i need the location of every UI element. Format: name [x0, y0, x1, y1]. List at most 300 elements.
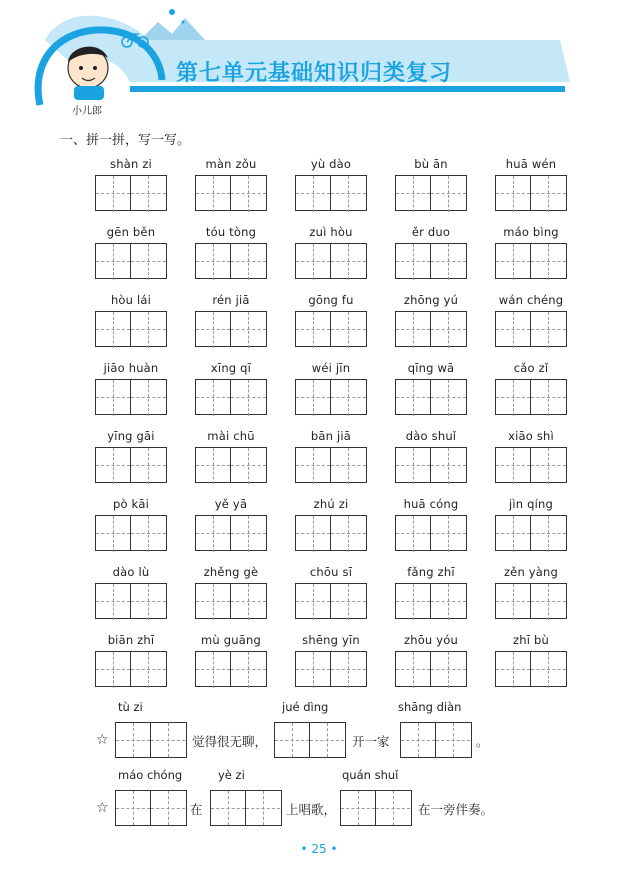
guide-line-horizontal [496, 533, 530, 534]
writing-boxes [295, 651, 367, 687]
guide-line-vertical [313, 516, 314, 552]
guide-line-horizontal [531, 465, 566, 466]
word-cell [395, 157, 467, 211]
writing-box[interactable] [531, 583, 567, 619]
writing-box[interactable] [331, 243, 367, 279]
writing-box[interactable] [531, 651, 567, 687]
pinyin-label: zhōng yú [403, 293, 459, 307]
pinyin-label: cǎo zǐ [513, 361, 549, 375]
pinyin-label: quán shuǐ [342, 768, 399, 782]
guide-line-horizontal [296, 397, 330, 398]
word-cell [395, 565, 467, 619]
pinyin-label: ěr duo [411, 225, 451, 239]
word-cell [195, 633, 267, 687]
guide-line-vertical [213, 652, 214, 688]
pinyin-label: máo bìng [503, 225, 559, 239]
pinyin-label: gōng fu [308, 293, 354, 307]
guide-line-horizontal [496, 261, 530, 262]
guide-line-vertical [513, 176, 514, 212]
writing-box[interactable] [131, 447, 167, 483]
writing-box[interactable] [331, 175, 367, 211]
pinyin-label: bān jiā [310, 429, 352, 443]
word-cell [495, 497, 567, 551]
guide-line-vertical [313, 448, 314, 484]
writing-box[interactable] [246, 790, 282, 826]
guide-line-vertical [113, 312, 114, 348]
writing-box[interactable] [131, 651, 167, 687]
writing-box[interactable] [431, 175, 467, 211]
writing-box[interactable] [495, 583, 531, 619]
writing-boxes [195, 175, 267, 211]
writing-box[interactable] [331, 311, 367, 347]
guide-line-horizontal [496, 465, 530, 466]
writing-box[interactable] [115, 722, 151, 758]
writing-boxes [195, 379, 267, 415]
guide-line-vertical [148, 380, 149, 416]
pinyin-label: chōu sī [309, 565, 353, 579]
writing-box[interactable] [431, 243, 467, 279]
pinyin-label: dào lù [112, 565, 150, 579]
writing-box[interactable] [131, 243, 167, 279]
pinyin-label: hòu lái [110, 293, 152, 307]
writing-boxes [495, 651, 567, 687]
writing-boxes [195, 583, 267, 619]
writing-box[interactable] [495, 243, 531, 279]
guide-line-horizontal [231, 193, 266, 194]
writing-box[interactable] [431, 311, 467, 347]
writing-box[interactable] [395, 175, 431, 211]
writing-box[interactable] [131, 515, 167, 551]
writing-box[interactable] [531, 379, 567, 415]
guide-line-vertical [148, 312, 149, 348]
guide-line-horizontal [401, 740, 435, 741]
word-cell [195, 429, 267, 483]
pinyin-label: zhī bù [513, 633, 549, 647]
writing-box[interactable] [131, 379, 167, 415]
word-cell [395, 429, 467, 483]
writing-box[interactable] [395, 651, 431, 687]
writing-box[interactable] [195, 175, 231, 211]
guide-line-vertical [213, 312, 214, 348]
writing-box[interactable] [195, 311, 231, 347]
guide-line-vertical [113, 244, 114, 280]
word-cell [295, 225, 367, 279]
guide-line-vertical [513, 516, 514, 552]
writing-box[interactable] [395, 311, 431, 347]
pinyin-label: gēn běn [106, 225, 156, 239]
guide-line-horizontal [231, 669, 266, 670]
writing-box[interactable] [531, 175, 567, 211]
writing-box[interactable] [436, 722, 472, 758]
guide-line-vertical [448, 312, 449, 348]
guide-line-vertical [248, 448, 249, 484]
writing-box[interactable] [395, 447, 431, 483]
pinyin-label: tóu tòng [205, 225, 257, 239]
writing-box[interactable] [376, 790, 412, 826]
guide-line-horizontal [196, 329, 230, 330]
writing-box[interactable] [331, 583, 367, 619]
word-cell [395, 633, 467, 687]
guide-line-vertical [448, 380, 449, 416]
writing-boxes [495, 311, 567, 347]
word-cell [195, 497, 267, 551]
writing-box[interactable] [295, 243, 331, 279]
writing-box[interactable] [331, 379, 367, 415]
writing-box[interactable] [495, 175, 531, 211]
guide-line-horizontal [431, 533, 466, 534]
writing-box[interactable] [295, 311, 331, 347]
guide-line-horizontal [196, 193, 230, 194]
word-cell [295, 633, 367, 687]
pinyin-label: wán chéng [498, 293, 564, 307]
guide-line-vertical [413, 448, 414, 484]
writing-box[interactable] [95, 311, 131, 347]
word-cell [395, 293, 467, 347]
word-cell [295, 361, 367, 415]
writing-box[interactable] [295, 379, 331, 415]
guide-line-vertical [548, 448, 549, 484]
guide-line-vertical [348, 176, 349, 212]
writing-box[interactable] [210, 790, 246, 826]
writing-box[interactable] [231, 651, 267, 687]
guide-line-horizontal [196, 601, 230, 602]
guide-line-horizontal [331, 261, 366, 262]
guide-line-vertical [213, 380, 214, 416]
sentence-text: 觉得很无聊， [192, 734, 268, 749]
guide-line-vertical [113, 448, 114, 484]
word-cell [95, 225, 167, 279]
guide-line-horizontal [275, 740, 309, 741]
guide-line-vertical [113, 176, 114, 212]
guide-line-vertical [548, 380, 549, 416]
guide-line-vertical [413, 312, 414, 348]
guide-line-horizontal [96, 465, 130, 466]
writing-box[interactable] [95, 447, 131, 483]
guide-line-horizontal [531, 329, 566, 330]
sentence-text: 在 [190, 802, 203, 817]
word-cell [295, 157, 367, 211]
writing-boxes [195, 243, 267, 279]
guide-line-horizontal [296, 601, 330, 602]
guide-line-vertical [248, 584, 249, 620]
guide-line-vertical [448, 244, 449, 280]
pinyin-label: zhōu yóu [403, 633, 459, 647]
guide-line-vertical [148, 448, 149, 484]
guide-line-horizontal [531, 193, 566, 194]
writing-box[interactable] [295, 583, 331, 619]
writing-box[interactable] [95, 243, 131, 279]
guide-line-horizontal [131, 601, 166, 602]
writing-box[interactable] [131, 583, 167, 619]
pinyin-label: jìn qíng [508, 497, 554, 511]
writing-box[interactable] [231, 311, 267, 347]
guide-line-horizontal [396, 465, 430, 466]
guide-line-vertical [248, 652, 249, 688]
writing-box[interactable] [531, 447, 567, 483]
writing-box[interactable] [331, 447, 367, 483]
guide-line-horizontal [296, 669, 330, 670]
word-cell [295, 429, 367, 483]
writing-boxes [395, 311, 467, 347]
writing-box[interactable] [131, 175, 167, 211]
word-cell [395, 361, 467, 415]
guide-line-horizontal [331, 329, 366, 330]
guide-line-vertical [148, 244, 149, 280]
writing-box[interactable] [231, 447, 267, 483]
guide-line-vertical [548, 244, 549, 280]
pinyin-label: qīng wā [407, 361, 455, 375]
writing-box[interactable] [95, 515, 131, 551]
guide-line-vertical [248, 244, 249, 280]
writing-box[interactable] [295, 447, 331, 483]
guide-line-horizontal [431, 465, 466, 466]
writing-box[interactable] [495, 379, 531, 415]
word-cell [495, 361, 567, 415]
guide-line-vertical [413, 380, 414, 416]
word-cell [195, 293, 267, 347]
guide-line-vertical [348, 448, 349, 484]
word-cell [395, 225, 467, 279]
guide-line-horizontal [496, 193, 530, 194]
writing-boxes [95, 447, 167, 483]
writing-box[interactable] [151, 722, 187, 758]
word-cell [295, 565, 367, 619]
writing-boxes [95, 583, 167, 619]
guide-line-vertical [313, 652, 314, 688]
guide-line-horizontal [496, 329, 530, 330]
guide-line-vertical [513, 448, 514, 484]
writing-box[interactable] [395, 515, 431, 551]
writing-boxes [395, 515, 467, 551]
writing-box[interactable] [231, 379, 267, 415]
writing-boxes [295, 243, 367, 279]
word-cell [295, 497, 367, 551]
writing-boxes [295, 175, 367, 211]
guide-line-horizontal [331, 533, 366, 534]
guide-line-horizontal [531, 533, 566, 534]
writing-boxes [95, 243, 167, 279]
guide-line-horizontal [151, 740, 185, 741]
guide-line-vertical [548, 516, 549, 552]
sentence-text: 在一旁伴奏。 [418, 802, 494, 817]
guide-line-horizontal [231, 397, 266, 398]
pinyin-label: fǎng zhī [407, 565, 455, 579]
writing-box[interactable] [95, 379, 131, 415]
guide-line-horizontal [396, 669, 430, 670]
guide-line-horizontal [431, 329, 466, 330]
writing-box[interactable] [431, 447, 467, 483]
guide-line-vertical [513, 584, 514, 620]
guide-line-horizontal [396, 533, 430, 534]
word-cell [495, 157, 567, 211]
writing-boxes [295, 379, 367, 415]
writing-box[interactable] [231, 515, 267, 551]
guide-line-vertical [313, 176, 314, 212]
guide-line-vertical [248, 312, 249, 348]
writing-box[interactable] [431, 515, 467, 551]
pinyin-label: yù dào [310, 157, 352, 171]
pinyin-label: yè zi [218, 768, 245, 782]
writing-box[interactable] [95, 651, 131, 687]
writing-box[interactable] [395, 243, 431, 279]
guide-line-horizontal [131, 397, 166, 398]
pinyin-label: jiāo huàn [103, 361, 159, 375]
writing-box[interactable] [395, 583, 431, 619]
writing-box[interactable] [151, 790, 187, 826]
guide-line-vertical [248, 380, 249, 416]
guide-line-horizontal [496, 601, 530, 602]
writing-box[interactable] [274, 722, 310, 758]
pinyin-label: yīng gāi [107, 429, 155, 443]
guide-line-vertical [148, 176, 149, 212]
writing-boxes [195, 515, 267, 551]
guide-line-horizontal [96, 261, 130, 262]
guide-line-horizontal [496, 669, 530, 670]
writing-box[interactable] [231, 243, 267, 279]
writing-box[interactable] [195, 515, 231, 551]
guide-line-vertical [113, 652, 114, 688]
writing-box[interactable] [115, 790, 151, 826]
pinyin-label: shēng yīn [302, 633, 360, 647]
pinyin-label: xiāo shì [508, 429, 554, 443]
guide-line-vertical [213, 448, 214, 484]
guide-line-vertical [113, 584, 114, 620]
guide-line-horizontal [531, 669, 566, 670]
guide-line-horizontal [131, 465, 166, 466]
guide-line-vertical [448, 584, 449, 620]
writing-box[interactable] [531, 311, 567, 347]
guide-line-vertical [348, 652, 349, 688]
word-cell [495, 429, 567, 483]
word-cell [395, 497, 467, 551]
writing-box[interactable] [431, 651, 467, 687]
pinyin-label: bù ān [414, 157, 448, 171]
writing-box[interactable] [431, 379, 467, 415]
word-cell [95, 293, 167, 347]
word-cell [95, 497, 167, 551]
guide-line-vertical [313, 380, 314, 416]
writing-box[interactable] [295, 651, 331, 687]
pinyin-label: wéi jīn [311, 361, 351, 375]
pinyin-label: huā cóng [403, 497, 459, 511]
writing-box[interactable] [95, 583, 131, 619]
word-cell [295, 293, 367, 347]
writing-boxes [95, 311, 167, 347]
pinyin-label: xīng qī [210, 361, 252, 375]
writing-box[interactable] [231, 175, 267, 211]
star-icon: ☆ [96, 732, 109, 748]
guide-line-vertical [213, 584, 214, 620]
word-cell [495, 293, 567, 347]
writing-boxes [395, 243, 467, 279]
pinyin-label: zhú zi [313, 497, 349, 511]
guide-line-horizontal [331, 397, 366, 398]
pinyin-label: yě yā [214, 497, 248, 511]
writing-box[interactable] [95, 175, 131, 211]
writing-boxes [195, 447, 267, 483]
pinyin-label: zhěng gè [203, 565, 259, 579]
writing-box[interactable] [331, 651, 367, 687]
writing-box[interactable] [495, 651, 531, 687]
writing-box[interactable] [295, 515, 331, 551]
guide-line-horizontal [396, 193, 430, 194]
writing-box[interactable] [195, 243, 231, 279]
writing-boxes [495, 379, 567, 415]
writing-box[interactable] [395, 379, 431, 415]
writing-box[interactable] [131, 311, 167, 347]
writing-boxes [95, 379, 167, 415]
writing-box[interactable] [531, 515, 567, 551]
star-icon: ☆ [96, 800, 109, 816]
guide-line-horizontal [246, 808, 280, 809]
guide-line-horizontal [231, 533, 266, 534]
writing-box[interactable] [431, 583, 467, 619]
pinyin-label: mài chū [207, 429, 255, 443]
writing-box[interactable] [295, 175, 331, 211]
guide-line-horizontal [431, 193, 466, 194]
guide-line-vertical [313, 312, 314, 348]
writing-box[interactable] [495, 447, 531, 483]
writing-box[interactable] [195, 583, 231, 619]
guide-line-horizontal [376, 808, 410, 809]
writing-boxes [295, 311, 367, 347]
writing-boxes [295, 515, 367, 551]
guide-line-vertical [248, 516, 249, 552]
guide-line-horizontal [96, 533, 130, 534]
guide-line-vertical [548, 584, 549, 620]
guide-line-horizontal [331, 669, 366, 670]
pinyin-label: biān zhī [107, 633, 155, 647]
guide-line-vertical [213, 516, 214, 552]
pinyin-label: zuì hòu [309, 225, 353, 239]
guide-line-vertical [313, 584, 314, 620]
word-cell [95, 429, 167, 483]
mascot-label: 小儿郎 [72, 106, 102, 117]
guide-line-vertical [548, 652, 549, 688]
writing-boxes [295, 583, 367, 619]
guide-line-vertical [113, 516, 114, 552]
writing-box[interactable] [195, 447, 231, 483]
guide-line-vertical [348, 584, 349, 620]
pinyin-label: pò kāi [112, 497, 150, 511]
guide-line-horizontal [196, 261, 230, 262]
section-heading: 一、拼一拼，写一写。 [60, 133, 191, 148]
writing-box[interactable] [400, 722, 436, 758]
pinyin-label: rén jiā [212, 293, 250, 307]
guide-line-vertical [348, 244, 349, 280]
writing-boxes [295, 447, 367, 483]
writing-box[interactable] [310, 722, 346, 758]
writing-box[interactable] [495, 311, 531, 347]
writing-box[interactable] [331, 515, 367, 551]
writing-box[interactable] [195, 651, 231, 687]
pinyin-label: tù zi [118, 700, 143, 714]
guide-line-vertical [248, 176, 249, 212]
writing-box[interactable] [531, 243, 567, 279]
guide-line-horizontal [396, 601, 430, 602]
sentence-text: 上唱歌， [286, 802, 337, 817]
writing-box[interactable] [340, 790, 376, 826]
guide-line-horizontal [296, 261, 330, 262]
writing-box[interactable] [195, 379, 231, 415]
writing-boxes [495, 583, 567, 619]
writing-box[interactable] [231, 583, 267, 619]
guide-line-horizontal [331, 193, 366, 194]
word-cell [95, 633, 167, 687]
guide-line-horizontal [196, 397, 230, 398]
writing-box[interactable] [495, 515, 531, 551]
word-cell [495, 633, 567, 687]
